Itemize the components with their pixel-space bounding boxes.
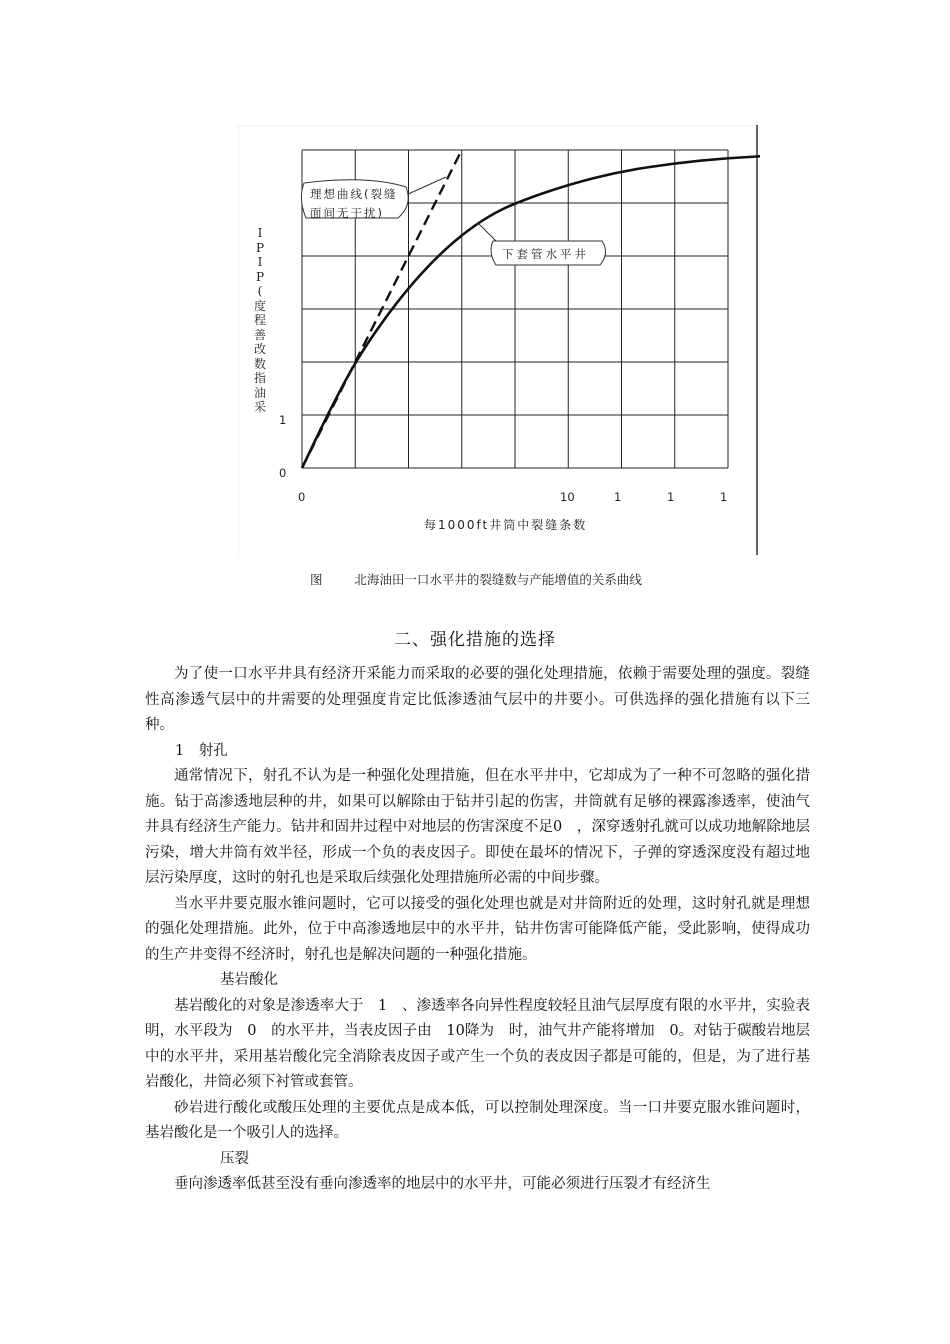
body-text [145, 662, 810, 1198]
paragraph-acidizing-2: 砂岩进行酸化或酸压处理的主要优点是成本低，可以控制处理深度。当一口井要克服水锥问题时，基岩酸化是一个吸引人的选择。 [145, 1099, 810, 1141]
subheading-perforation: 1 射孔 [175, 742, 228, 759]
ylabel-char: 采 [253, 400, 266, 414]
ylabel-char: ( [257, 284, 263, 298]
ylabel-char: 善 [253, 327, 266, 342]
annotation-cased-well: 下套管水平井 [502, 247, 589, 261]
callout-cased-pointer [478, 223, 496, 241]
x-tick-label-2: 1 [614, 490, 622, 504]
ylabel-char: 度 [253, 298, 266, 313]
y-tick-label-0: 0 [279, 466, 287, 480]
ylabel-char: 油 [253, 385, 266, 400]
ylabel-char: 程 [253, 313, 266, 327]
x-tick-label-0: 0 [298, 490, 306, 504]
ylabel-char: 指 [253, 371, 266, 385]
ylabel-char: I [257, 226, 263, 240]
chart-xlabel: 每1000ft井筒中裂缝条数 [424, 518, 588, 532]
ylabel-char: 改 [253, 342, 266, 356]
subheading-matrix-acidizing: 基岩酸化 [220, 972, 278, 988]
chart-ylabel [253, 226, 267, 415]
ylabel-char: P [255, 240, 265, 255]
subheading-fracturing: 压裂 [220, 1150, 249, 1167]
annotation-ideal-line2: 面间无干扰) [310, 206, 384, 220]
figure-caption [310, 570, 642, 588]
paragraph-acidizing-1: 基岩酸化的对象是渗透率大于 1 、渗透率各向异性程度较轻且油气层厚度有限的水平井，实验表明，水平段为 0 的水平井，当表皮因子由 10降为 时，油气井产能将增加 0。对钻于碳酸岩地层中的水平井，采用基岩酸化完全消除表皮因子或产生一个负的表皮因子都是可能的，但是，为了进行基岩酸化，井筒必须下衬管或套管。 [145, 997, 810, 1090]
ylabel-char: P [255, 269, 265, 284]
paragraph-perforation-2: 当水平井要克服水锥问题时，它可以接受的强化处理也就是对井筒附近的处理，这时射孔就是理想的强化处理措施。此外，位于中高渗透地层中的水平井，钻井伤害可能降低产能，受此影响，使得成功的生产井变得不经济时，射孔也是解决问题的一种强化措施。 [145, 895, 810, 963]
section-title: 二、强化措施的选择 [394, 630, 556, 650]
ylabel-char: 数 [253, 356, 266, 371]
ylabel-char: I [257, 255, 263, 269]
caption-text: 北海油田一口水平井的裂缝数与产能增值的关系曲线 [354, 572, 642, 587]
paragraph-intro: 为了使一口水平井具有经济开采能力而采取的必要的强化处理措施，依赖于需要处理的强度。裂缝性高渗透气层中的井需要的处理强度肯定比低渗透油气层中的井要小。可供选择的强化措施有以下三种。 [145, 666, 810, 733]
annotation-ideal-line1: 理想曲线(裂缝 [310, 187, 398, 201]
x-tick-label-1: 10 [560, 490, 575, 504]
caption-figure-label: 图 [310, 572, 323, 587]
paragraph-fracturing: 垂向渗透率低甚至没有垂向渗透率的地层中的水平井，可能必须进行压裂才有经济生 [174, 1176, 711, 1192]
x-tick-label-3: 1 [667, 490, 675, 504]
x-tick-label-4: 1 [720, 490, 728, 504]
y-tick-label-1: 1 [279, 413, 287, 427]
paragraph-perforation-1: 通常情况下，射孔不认为是一种强化处理措施，但在水平井中，它却成为了一种不可忽略的强化措施。钻于高渗透地层种的井，如果可以解除由于钻井引起的伤害，井筒就有足够的裸露渗透率，使油气井具有经济生产能力。钻井和固井过程中对地层的伤害深度不足0 ，深穿透射孔就可以成功地解除地层污染，增大井筒有效半径，形成一个负的表皮因子。即使在最坏的情况下，子弹的穿透深度没有超过地层污染厚度，这时的射孔也是采取后续强化处理措施所必需的中间步骤。 [145, 768, 810, 886]
